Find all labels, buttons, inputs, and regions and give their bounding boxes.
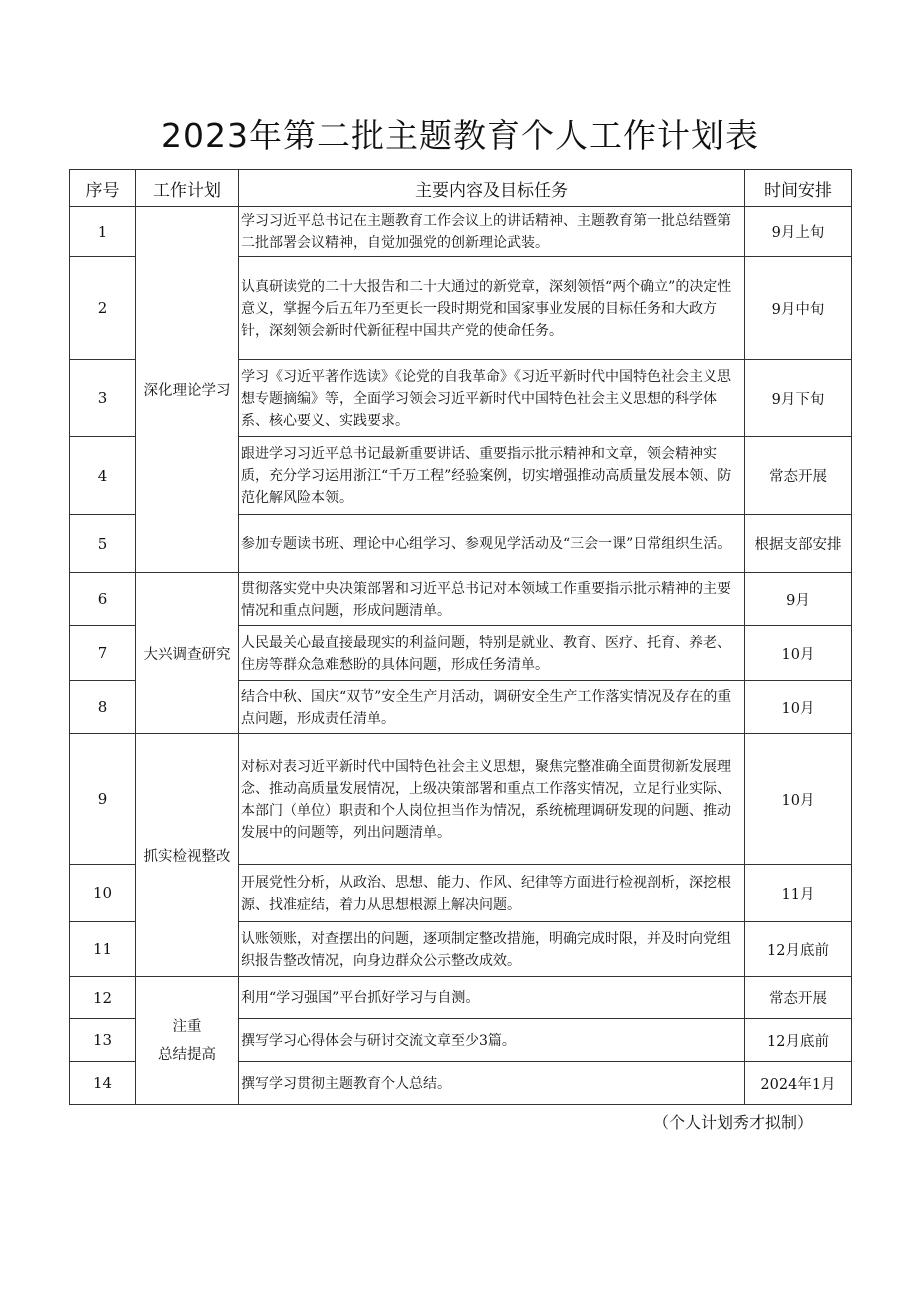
row-time: 2024年1月 xyxy=(745,1062,852,1105)
row-time: 9月上旬 xyxy=(745,207,852,257)
footer-note: （个人计划秀才拟制） xyxy=(652,1113,813,1132)
row-time: 12月底前 xyxy=(745,922,852,977)
row-content: 撰写学习贯彻主题教育个人总结。 xyxy=(239,1062,745,1105)
row-content: 结合中秋、国庆“双节”安全生产月活动，调研安全生产工作落实情况及存在的重点问题，形成责任清单。 xyxy=(239,681,745,734)
row-seq: 1 xyxy=(70,207,136,257)
table-header-row xyxy=(70,170,852,207)
row-time: 10月 xyxy=(745,734,852,865)
plan-group-research: 大兴调查研究 xyxy=(136,573,239,734)
row-seq: 2 xyxy=(70,257,136,360)
row-seq: 14 xyxy=(70,1062,136,1105)
row-content: 撰写学习心得体会与研讨交流文章至少3篇。 xyxy=(239,1019,745,1062)
row-content: 参加专题读书班、理论中心组学习、参观见学活动及“三会一课”日常组织生活。 xyxy=(239,515,745,573)
work-plan-table xyxy=(69,169,852,1105)
row-seq: 12 xyxy=(70,977,136,1019)
row-seq: 10 xyxy=(70,865,136,922)
row-content: 利用“学习强国”平台抓好学习与自测。 xyxy=(239,977,745,1019)
row-time: 根据支部安排 xyxy=(745,515,852,573)
row-content: 学习习近平总书记在主题教育工作会议上的讲话精神、主题教育第一批总结暨第二批部署会议精神，自觉加强党的创新理论武装。 xyxy=(239,207,745,257)
row-seq: 13 xyxy=(70,1019,136,1062)
plan-group-rectify: 抓实检视整改 xyxy=(136,734,239,977)
row-seq: 7 xyxy=(70,626,136,681)
row-time: 11月 xyxy=(745,865,852,922)
page-title: 2023年第二批主题教育个人工作计划表 xyxy=(161,116,759,155)
row-seq: 4 xyxy=(70,437,136,515)
row-seq: 9 xyxy=(70,734,136,865)
table-row xyxy=(70,734,852,865)
plan-group-theory: 深化理论学习 xyxy=(136,207,239,573)
row-time: 10月 xyxy=(745,681,852,734)
header-plan: 工作计划 xyxy=(136,170,239,207)
row-seq: 8 xyxy=(70,681,136,734)
row-seq: 5 xyxy=(70,515,136,573)
header-time: 时间安排 xyxy=(745,170,852,207)
table-row xyxy=(70,977,852,1019)
table-row xyxy=(70,573,852,626)
row-time: 9月下旬 xyxy=(745,360,852,437)
row-content: 开展党性分析，从政治、思想、能力、作风、纪律等方面进行检视剖析，深挖根源、找准症结，着力从思想根源上解决问题。 xyxy=(239,865,745,922)
row-seq: 3 xyxy=(70,360,136,437)
row-content: 贯彻落实党中央决策部署和习近平总书记对本领域工作重要指示批示精神的主要情况和重点问题，形成问题清单。 xyxy=(239,573,745,626)
row-content: 学习《习近平著作选读》《论党的自我革命》《习近平新时代中国特色社会主义思想专题摘编》等，全面学习领会习近平新时代中国特色社会主义思想的科学体系、核心要义、实践要求。 xyxy=(239,360,745,437)
row-content: 跟进学习习近平总书记最新重要讲话、重要指示批示精神和文章，领会精神实质，充分学习运用浙江“千万工程”经验案例，切实增强推动高质量发展本领、防范化解风险本领。 xyxy=(239,437,745,515)
header-content: 主要内容及目标任务 xyxy=(239,170,745,207)
row-time: 10月 xyxy=(745,626,852,681)
row-seq: 11 xyxy=(70,922,136,977)
row-time: 常态开展 xyxy=(745,977,852,1019)
row-content: 人民最关心最直接最现实的利益问题，特别是就业、教育、医疗、托育、养老、住房等群众急难愁盼的具体问题，形成任务清单。 xyxy=(239,626,745,681)
row-content: 认真研读党的二十大报告和二十大通过的新党章，深刻领悟“两个确立”的决定性意义，掌握今后五年乃至更长一段时期党和国家事业发展的目标任务和大政方针，深刻领会新时代新征程中国共产党的使命任务。 xyxy=(239,257,745,360)
table-row xyxy=(70,207,852,257)
row-time: 常态开展 xyxy=(745,437,852,515)
row-content: 对标对表习近平新时代中国特色社会主义思想，聚焦完整准确全面贯彻新发展理念、推动高质量发展情况，上级决策部署和重点工作落实情况，立足行业实际、本部门（单位）职责和个人岗位担当作为情况，系统梳理调研发现的问题、推动发展中的问题等，列出问题清单。 xyxy=(239,734,745,865)
plan-group-summary: 注重 总结提高 xyxy=(136,977,239,1105)
row-time: 9月 xyxy=(745,573,852,626)
row-time: 9月中旬 xyxy=(745,257,852,360)
header-seq: 序号 xyxy=(70,170,136,207)
row-seq: 6 xyxy=(70,573,136,626)
row-time: 12月底前 xyxy=(745,1019,852,1062)
row-content: 认账领账，对查摆出的问题，逐项制定整改措施，明确完成时限，并及时向党组织报告整改情况，向身边群众公示整改成效。 xyxy=(239,922,745,977)
